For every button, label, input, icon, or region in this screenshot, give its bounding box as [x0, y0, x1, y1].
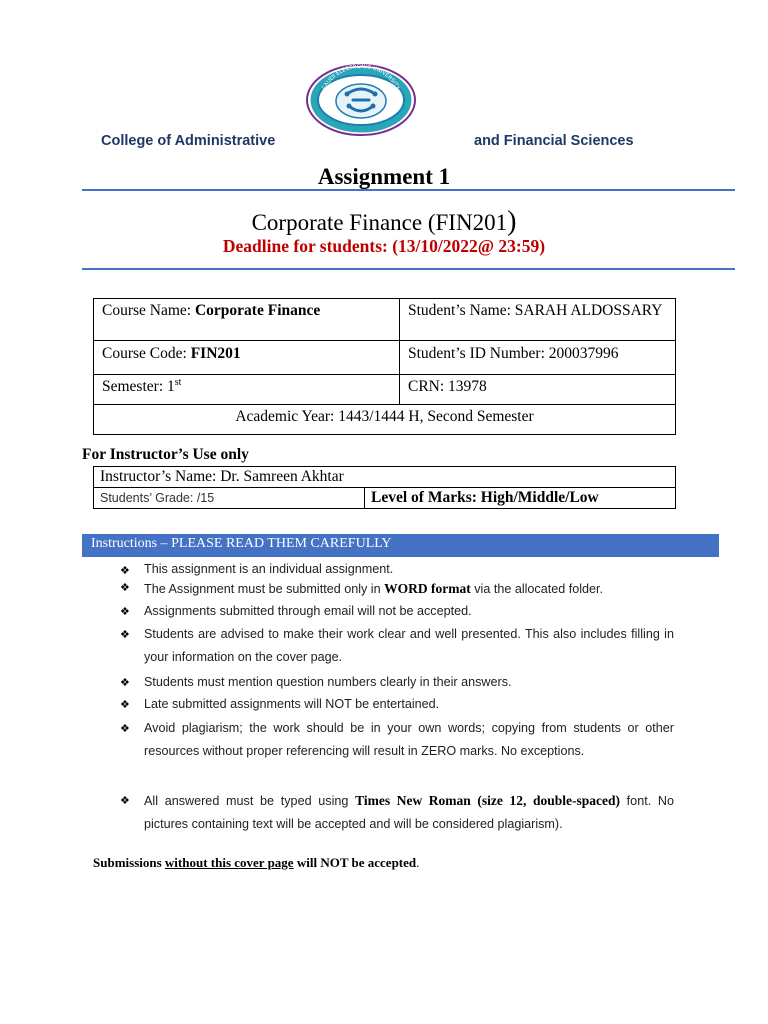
instructions-title: Instructions – PLEASE READ THEM CAREFULLY	[91, 536, 392, 551]
course-title-paren: )	[507, 206, 517, 237]
list-item: Students are advised to make their work clear and well presented. This also includes filling in your information on the cover page.	[144, 627, 674, 664]
item-text: font. No pictures containing text will be accepted and will be considered plagiarism).	[144, 794, 675, 831]
list-item: Avoid plagiarism; the work should be in your own words; copying from students or other resources without proper referencing will result in ZERO marks. No exceptions.	[144, 721, 674, 758]
header-divider-bottom	[82, 268, 735, 270]
list-item: Students must mention question numbers clearly in their answers.	[144, 675, 512, 689]
course-code-value: FIN201	[190, 345, 241, 362]
notice-period: .	[416, 855, 420, 870]
course-code-cell	[94, 341, 400, 375]
item-bold-text: Times New Roman (size 12, double-spaced)	[355, 793, 620, 808]
bullet-icon: ❖	[120, 629, 130, 641]
bullet-icon: ❖	[120, 677, 130, 689]
instructor-table	[93, 466, 676, 509]
bullet-icon: ❖	[120, 565, 130, 577]
bullet-icon: ❖	[120, 699, 130, 711]
student-name-cell: Student’s Name: SARAH ALDOSSARY	[400, 299, 676, 341]
notice-text: will NOT be accepted	[293, 855, 417, 870]
item-bold-text: WORD format	[384, 581, 471, 596]
header-divider-top	[82, 189, 735, 191]
course-name-label: Course Name:	[102, 302, 195, 319]
list-item: Assignments submitted through email will not be accepted.	[144, 604, 472, 618]
notice-underlined-text: without this cover page	[164, 855, 294, 870]
course-title-text: Corporate Finance (FIN201	[251, 210, 508, 235]
item-text: All answered must be typed using	[144, 794, 356, 808]
academic-year-cell: Academic Year: 1443/1444 H, Second Semester	[94, 405, 676, 435]
submission-notice	[93, 855, 419, 871]
notice-text: Submissions	[93, 855, 165, 870]
semester-cell	[94, 375, 400, 405]
deadline: Deadline for students: (13/10/2022@ 23:59)	[222, 236, 546, 256]
student-info-table	[93, 298, 676, 435]
college-name-right: and Financial Sciences	[474, 133, 634, 149]
item-text: via the allocated folder.	[470, 582, 604, 596]
university-logo	[303, 62, 419, 136]
grade-cell: Students’ Grade: /15	[94, 488, 365, 509]
logo-text: SAUDI ELECTRONIC UNIVERSITY	[321, 63, 401, 91]
bullet-icon: ❖	[120, 582, 130, 594]
instructor-name-cell: Instructor’s Name: Dr. Samreen Akhtar	[94, 467, 676, 488]
bullet-icon: ❖	[120, 795, 130, 807]
crn-cell: CRN: 13978	[400, 375, 676, 405]
semester-label: Semester: 1	[102, 378, 175, 395]
bullet-icon: ❖	[120, 723, 130, 735]
list-item	[144, 577, 674, 601]
bullet-icon: ❖	[120, 606, 130, 618]
marks-level-cell: Level of Marks: High/Middle/Low	[365, 488, 676, 509]
course-code-label: Course Code:	[102, 345, 191, 362]
course-name-cell	[94, 299, 400, 341]
list-item: Late submitted assignments will NOT be entertained.	[144, 697, 440, 711]
instructions-bar	[82, 534, 719, 557]
instructor-heading: For Instructor’s Use only	[82, 446, 249, 463]
list-item: This assignment is an individual assignment.	[144, 562, 394, 576]
semester-suffix: st	[174, 376, 182, 388]
list-item	[144, 789, 674, 836]
college-name-left: College of Administrative	[101, 133, 276, 149]
course-title	[0, 206, 768, 238]
course-name-value: Corporate Finance	[194, 302, 321, 319]
student-id-cell: Student’s ID Number: 200037996	[400, 341, 676, 375]
assignment-title: Assignment 1	[317, 164, 451, 189]
item-text: The Assignment must be submitted only in	[144, 582, 385, 596]
